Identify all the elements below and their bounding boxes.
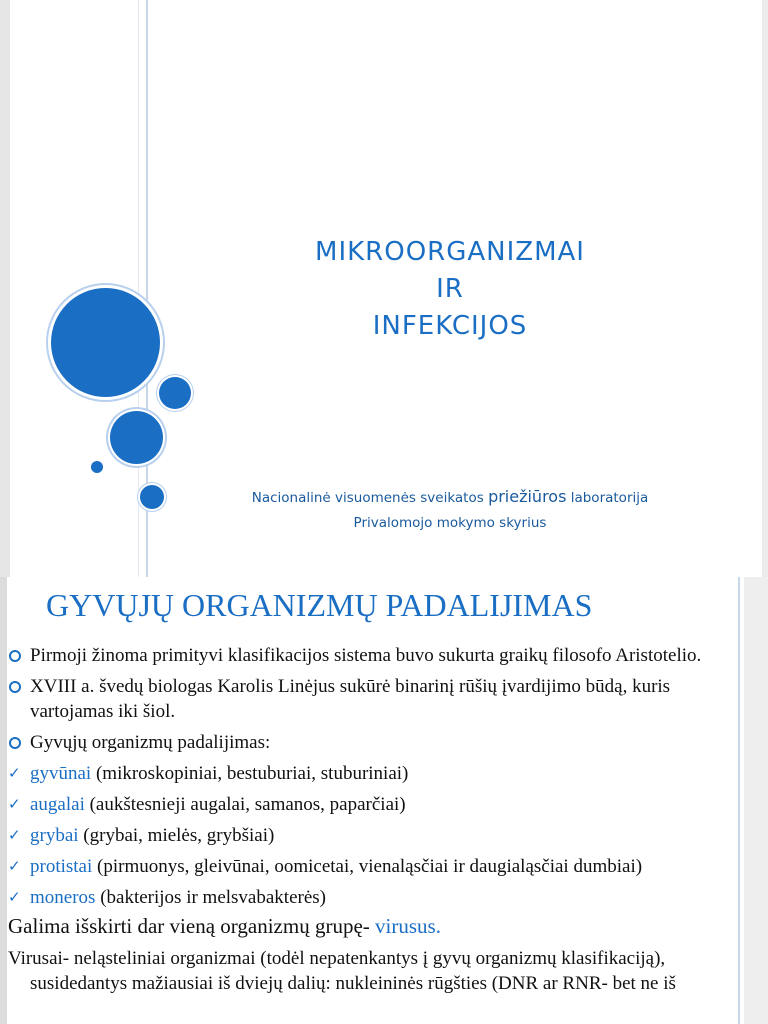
decorative-circle-medium bbox=[110, 411, 163, 464]
list-item bbox=[8, 761, 736, 786]
list-item bbox=[8, 730, 736, 755]
decorative-circle-small bbox=[159, 377, 191, 409]
circle-bullet-icon bbox=[9, 737, 21, 749]
circle-bullet-icon bbox=[9, 681, 21, 693]
title-line: IR bbox=[436, 274, 464, 304]
subtitle-line-2: Privalomojo mokymo skyrius bbox=[353, 515, 547, 531]
slide-heading: GYVŲJŲ ORGANIZMŲ PADALIJIMAS bbox=[46, 587, 593, 623]
subtitle-text-emphasis: priežiūros bbox=[488, 487, 567, 506]
group-term: augalai bbox=[30, 794, 85, 815]
group-description: (aukštesnieji augalai, samanos, paparčiai) bbox=[84, 794, 406, 815]
list-item bbox=[8, 854, 736, 879]
list-item bbox=[8, 823, 736, 848]
checkmark-icon: ✓ bbox=[8, 826, 21, 844]
bullet-text: Pirmoji žinoma primityvi klasifikacijos sistema buvo sukurta graikų filosofo Aristotelio. bbox=[30, 645, 702, 666]
paragraph-line: susidedantys mažiausiai iš dviejų dalių: nukleininės rūgšties (DNR ar RNR- bet ne iš bbox=[30, 973, 676, 994]
list-item bbox=[8, 643, 736, 668]
group-term: moneros bbox=[30, 887, 96, 908]
left-edge-strip bbox=[0, 0, 10, 577]
checkmark-icon: ✓ bbox=[8, 888, 21, 906]
paragraph-line: Virusai- neląsteliniai organizmai (todėl nepatenkantys į gyvų organizmų klasifikaciją), bbox=[8, 948, 666, 969]
subtitle-line-1 bbox=[150, 484, 750, 511]
checkmark-icon: ✓ bbox=[8, 857, 21, 875]
decorative-circle-tiny bbox=[91, 461, 103, 473]
right-edge-strip bbox=[762, 0, 768, 577]
group-description: (bakterijos ir melsvabakterės) bbox=[95, 887, 326, 908]
virus-paragraph bbox=[8, 946, 736, 996]
content-slide bbox=[0, 577, 768, 1024]
decorative-circle-large bbox=[51, 288, 160, 397]
subtitle-text: Nacionalinė visuomenės sveikatos bbox=[251, 490, 489, 506]
bullet-text: Gyvųjų organizmų padalijimas: bbox=[30, 732, 271, 753]
checkmark-icon: ✓ bbox=[8, 764, 21, 782]
subtitle-text: laboratorija bbox=[566, 490, 649, 506]
checkmark-icon: ✓ bbox=[8, 795, 21, 813]
group-term: protistai bbox=[30, 856, 93, 877]
title-line: INFEKCIJOS bbox=[372, 311, 528, 341]
decorative-vertical-line bbox=[738, 577, 740, 1024]
group-term: grybai bbox=[30, 825, 79, 846]
group-term: gyvūnai bbox=[30, 763, 92, 784]
slide-title bbox=[150, 234, 750, 345]
note-term: virusus. bbox=[375, 914, 441, 938]
note-text: Galima išskirti dar vieną organizmų grupę- bbox=[8, 914, 376, 938]
list-item bbox=[8, 792, 736, 817]
decorative-vertical-line bbox=[138, 0, 139, 577]
title-line: MIKROORGANIZMAI bbox=[315, 237, 585, 267]
slide-body bbox=[8, 643, 736, 996]
slide-subtitle bbox=[150, 484, 750, 536]
group-description: (mikroskopiniai, bestuburiai, stuburiniai) bbox=[91, 763, 409, 784]
circle-bullet-icon bbox=[9, 650, 21, 662]
right-edge-strip bbox=[744, 577, 768, 1024]
list-item bbox=[8, 674, 736, 724]
extra-group-note bbox=[8, 912, 736, 940]
group-description: (pirmuonys, gleivūnai, oomicetai, vienaląsčiai ir daugialąsčiai dumbiai) bbox=[92, 856, 643, 877]
group-description: (grybai, mielės, grybšiai) bbox=[78, 825, 275, 846]
left-edge-strip bbox=[0, 577, 7, 1024]
list-item bbox=[8, 885, 736, 910]
bullet-text: XVIII a. švedų biologas Karolis Linėjus sukūrė binarinį rūšių įvardijimo būdą, kuris vartojamas iki šiol. bbox=[30, 676, 671, 722]
